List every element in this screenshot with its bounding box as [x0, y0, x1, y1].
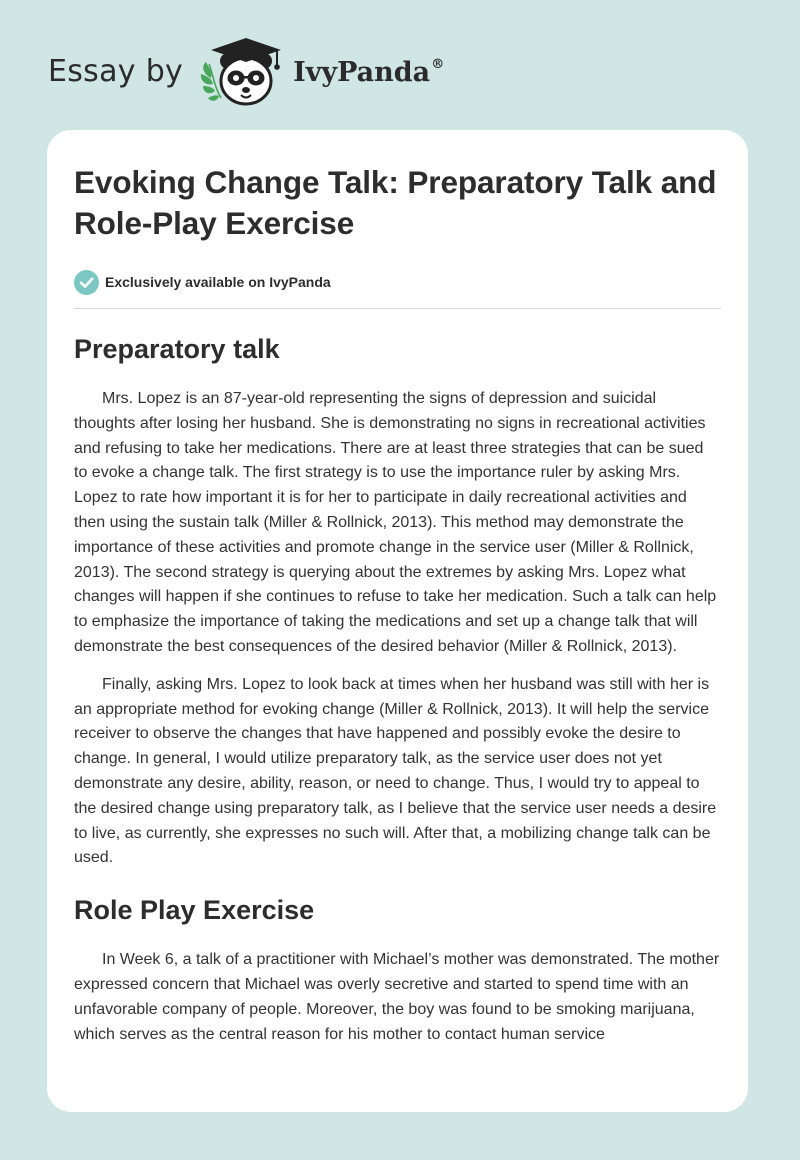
article-title: Evoking Change Talk: Preparatory Talk and Role-Play Exercise [74, 164, 717, 241]
article-card [47, 130, 748, 1112]
section-role-play-exercise [74, 893, 721, 1047]
essay-by-label: Essay by [48, 54, 184, 89]
site-header [48, 34, 444, 110]
brand-name[interactable] [293, 58, 444, 86]
panda-graduate-logo-icon[interactable] [197, 34, 289, 110]
paragraph: Mrs. Lopez is an 87-year-old representing the signs of depression and suicidal thoughts after losing her husband. She is demonstrating no signs in recreational activities and refusing to take her medications. There are at least three strategies that can be sued to evoke a change talk. The first strategy is to use the importance ruler by asking Mrs. Lopez to rate how important it is for her to participate in daily recreational activities and then using the sustain talk (Miller & Rollnick, 2013). This method may demonstrate the importance of these activities and promote change in the service user (Miller & Rollnick, 2013). The second strategy is querying about the extremes by asking Mrs. Lopez what changes will happen if she continues to refuse to take her medication. Such a talk can help to emphasize the importance of taking the medications and set up a change talk that will demonstrate the best consequences of the desired behavior (Miller & Rollnick, 2013). [74, 390, 717, 655]
exclusive-badge-text: Exclusively available on IvyPanda [105, 274, 331, 290]
section-preparatory-talk [74, 332, 721, 871]
check-circle-icon [74, 270, 99, 295]
section-heading: Role Play Exercise [74, 895, 315, 926]
section-heading: Preparatory talk [74, 334, 280, 364]
registered-mark: ® [431, 57, 445, 72]
title-divider [74, 308, 721, 309]
brand-name-text: IvyPanda [293, 57, 431, 88]
paragraph: In Week 6, a talk of a practitioner with Michael’s mother was demonstrated. The mother expressed concern that Michael was overly secretive and started to spend time with an unfavorable company of people. Moreover, the boy was found to be smoking marijuana, which serves as the central reason for his mother to contact human service [74, 951, 720, 1043]
exclusive-badge [74, 268, 721, 296]
paragraph: Finally, asking Mrs. Lopez to look back at times when her husband was still with her is an appropriate method for evoking change (Miller & Rollnick, 2013). It will help the service receiver to observe the changes that have happened and possibly evoke the desire to change. In general, I would utilize preparatory talk, as the service user does not yet demonstrate any desire, ability, reason, or need to change. Thus, I would try to appeal to the desired change using preparatory talk, as I believe that the service user needs a desire to live, as currently, she expresses no such will. After that, a mobilizing change talk can be used. [74, 675, 717, 867]
